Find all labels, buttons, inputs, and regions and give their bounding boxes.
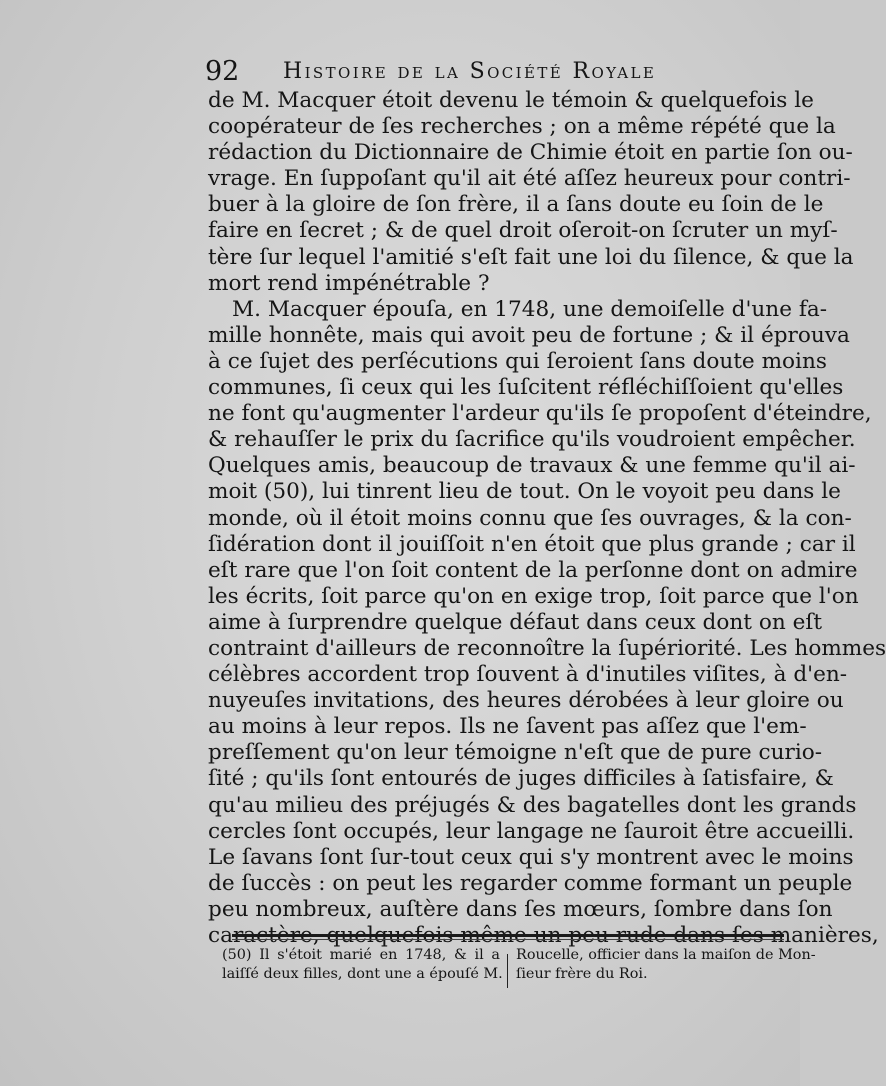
text-line: les écrits, ſoit parce qu'on en exige trop, ſoit parce que l'on bbox=[208, 583, 859, 609]
text-line: mille honnête, mais qui avoit peu de fortune ; & il éprouva bbox=[208, 322, 850, 348]
text-line: cercles ſont occupés, leur langage ne ſauroit être accueilli. bbox=[208, 818, 855, 844]
footnote-line: ſieur frère du Roi. bbox=[516, 966, 648, 982]
footnote-line: Roucelle, officier dans la maiſon de Mon- bbox=[516, 947, 816, 963]
text-line: monde, où il étoit moins connu que ſes ouvrages, & la con- bbox=[208, 505, 852, 531]
text-line: caractère, quelquefois même un peu rude dans ſes manières, bbox=[208, 923, 879, 948]
text-line: nuyeuſes invitations, des heures dérobées à leur gloire ou bbox=[208, 688, 844, 714]
text-line: preſſement qu'on leur témoigne n'eſt que de pure curio- bbox=[208, 740, 823, 766]
text-line: de ſuccès : on peut les regarder comme formant un peuple bbox=[208, 870, 853, 896]
text-line: qu'au milieu des préjugés & des bagatelles dont les grands bbox=[208, 792, 857, 818]
text-line: rédaction du Dictionnaire de Chimie étoit en partie ſon ou- bbox=[208, 140, 853, 166]
footnote-column-divider bbox=[507, 954, 508, 988]
footnote-left-column bbox=[222, 946, 503, 984]
text-line: au moins à leur repos. Ils ne ſavent pas aſſez que l'em- bbox=[208, 714, 807, 740]
text-line: vrage. En ſuppoſant qu'il ait été aſſez heureux pour contri- bbox=[208, 166, 851, 192]
paragraph-start-line: M. Macquer épouſa, en 1748, une demoiſelle d'une fa- bbox=[232, 296, 827, 322]
footnote-right-column bbox=[516, 946, 816, 984]
text-line: coopérateur de ſes recherches ; on a même répété que la bbox=[208, 114, 836, 140]
footnote-rule bbox=[232, 934, 784, 937]
text-line: mort rend impénétrable ? bbox=[208, 270, 490, 296]
text-line: moit (50), lui tinrent lieu de tout. On le voyoit peu dans le bbox=[208, 479, 841, 505]
text-line: de M. Macquer étoit devenu le témoin & quelquefois le bbox=[208, 88, 814, 113]
footnote-line: (50) Il s'étoit marié en 1748, & il a bbox=[222, 947, 500, 963]
text-line: ſité ; qu'ils ſont entourés de juges difficiles à ſatisfaire, & bbox=[208, 766, 834, 792]
page-number: 92 bbox=[205, 56, 240, 87]
text-line: faire en ſecret ; & de quel droit oſeroit-on ſcruter un myſ- bbox=[208, 218, 838, 244]
footnote-line: laiſſé deux filles, dont une a épouſé M. bbox=[222, 966, 503, 982]
text-line: peu nombreux, auſtère dans ſes mœurs, ſombre dans ſon bbox=[208, 896, 833, 922]
text-line: à ce ſujet des perſécutions qui ſeroient ſans doute moins bbox=[208, 348, 827, 374]
text-line: ſidération dont il jouiſſoit n'en étoit que plus grande ; car il bbox=[208, 531, 856, 557]
text-line: ne font qu'augmenter l'ardeur qu'ils ſe propoſent d'éteindre, bbox=[208, 401, 872, 427]
running-head: Histoire de la Société Royale bbox=[283, 59, 657, 84]
text-line: célèbres accordent trop ſouvent à d'inutiles viſites, à d'en- bbox=[208, 662, 848, 688]
text-line: & rehauſſer le prix du ſacrifice qu'ils voudroient empêcher. bbox=[208, 427, 856, 453]
text-line: contraint d'ailleurs de reconnoître la ſupériorité. Les hommes bbox=[208, 635, 886, 661]
text-line: Quelques amis, beaucoup de travaux & une femme qu'il ai- bbox=[208, 453, 856, 479]
page-header bbox=[205, 48, 765, 88]
footnote-rule-thin bbox=[232, 939, 784, 940]
text-line: aime à ſurprendre quelque défaut dans ceux dont on eſt bbox=[208, 609, 823, 635]
text-line: tère ſur lequel l'amitié s'eſt fait une loi du ſilence, & que la bbox=[208, 244, 854, 270]
text-line: communes, ſi ceux qui les ſuſcitent réfléchiſſoient qu'elles bbox=[208, 375, 844, 401]
text-line: buer à la gloire de ſon frère, il a ſans doute eu ſoin de le bbox=[208, 192, 824, 218]
body-text bbox=[208, 88, 886, 949]
text-line: eſt rare que l'on ſoit content de la perſonne dont on admire bbox=[208, 557, 858, 583]
text-line: Le ſavans ſont ſur-tout ceux qui s'y montrent avec le moins bbox=[208, 844, 854, 870]
